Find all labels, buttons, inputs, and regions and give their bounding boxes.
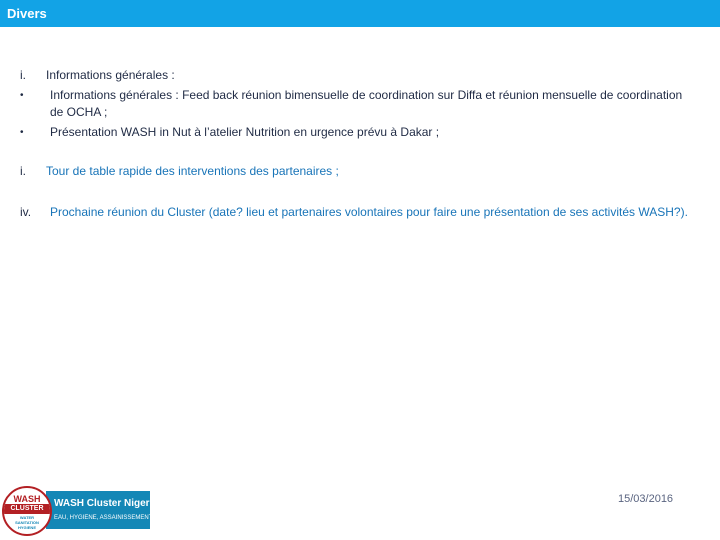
agenda-marker-3: iv. bbox=[20, 205, 32, 219]
logo-emblem-line-2: SANITATION bbox=[15, 520, 39, 525]
agenda-bullet-1: Informations générales : Feed back réunion bimensuelle de coordination sur Diffa et réunion mensuelle de coordination de OCHA ; bbox=[50, 88, 683, 119]
agenda-marker-1: i. bbox=[20, 68, 26, 82]
agenda-bullet-2: Présentation WASH in Nut à l’atelier Nutrition en urgence prévu à Dakar ; bbox=[50, 125, 440, 139]
logo-banner bbox=[46, 491, 153, 529]
logo-emblem-line-3: HYGIENE bbox=[17, 525, 36, 530]
bullet-marker-1: • bbox=[20, 90, 24, 101]
logo-emblem-line-1: WATER bbox=[19, 515, 35, 520]
slide-date: 15/03/2016 bbox=[618, 493, 674, 505]
logo-banner-title: WASH Cluster Niger bbox=[54, 498, 150, 509]
logo-emblem-top: WASH bbox=[13, 494, 41, 504]
slide-title: Divers bbox=[7, 6, 47, 21]
agenda-marker-2: i. bbox=[20, 164, 26, 178]
logo-emblem-mid: CLUSTER bbox=[4, 504, 50, 514]
agenda-item-2: Tour de table rapide des interventions des partenaires ; bbox=[46, 164, 339, 178]
logo-emblem bbox=[2, 486, 52, 536]
title-bar bbox=[0, 0, 720, 27]
agenda-item-3: Prochaine réunion du Cluster (date? lieu et partenaires volontaires pour faire une présentation de ses activités WASH?). bbox=[50, 205, 688, 219]
agenda-item-1: Informations générales : bbox=[46, 68, 175, 82]
bullet-marker-2: • bbox=[20, 127, 24, 138]
wash-cluster-logo bbox=[2, 486, 152, 534]
logo-banner-subtitle: EAU, HYGIENE, ASSAINISSEMENT bbox=[54, 515, 153, 521]
